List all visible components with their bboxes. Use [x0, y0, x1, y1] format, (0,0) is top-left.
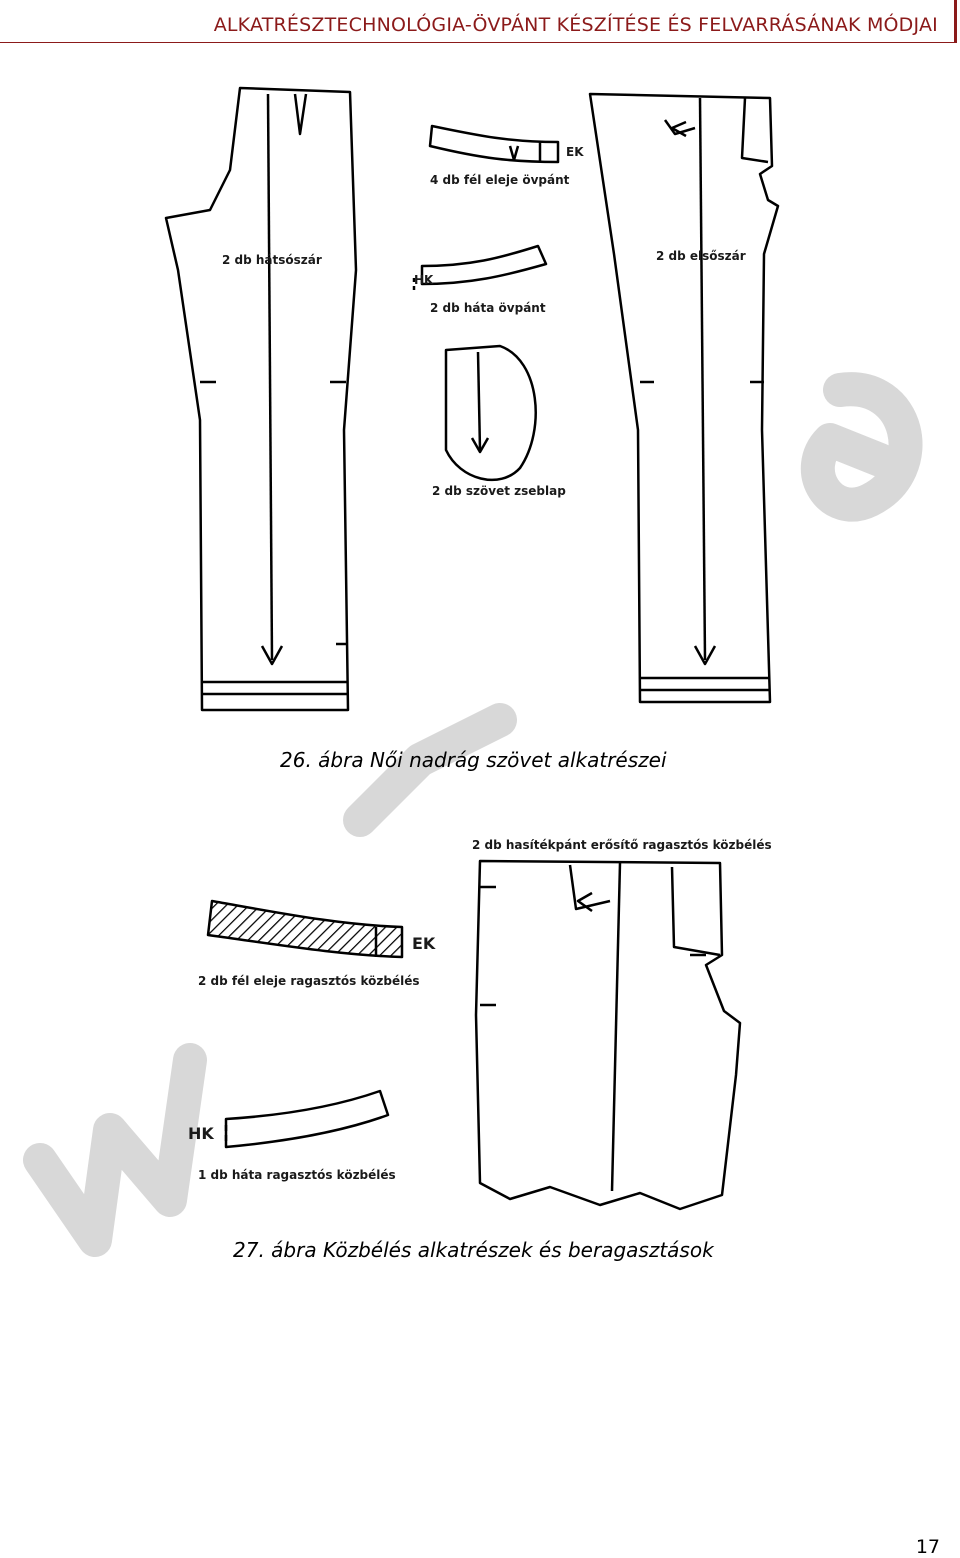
- figure-27: [180, 815, 780, 1225]
- page-number: 17: [915, 1536, 940, 1558]
- caption-figure-26: 26. ábra Női nadrág szövet alkatrészei: [280, 748, 667, 772]
- header-title: ALKATRÉSZTECHNOLÓGIA-ÖVPÁNT KÉSZÍTÉSE ÉS FELVARRÁSÁNAK MÓDJAI: [213, 14, 938, 36]
- label-front-leg: 2 db elsőszár: [656, 249, 746, 263]
- label-ek-27: EK: [412, 934, 436, 953]
- label-back-interlining: 1 db háta ragasztós közbélés: [198, 1168, 396, 1182]
- figure-26: [160, 70, 800, 720]
- back-leg-outline: [166, 88, 356, 710]
- figure-27-drawing: [180, 815, 780, 1225]
- label-front-waistband: 4 db fél eleje övpánt: [430, 173, 570, 187]
- header-rule: [0, 42, 955, 43]
- back-interlining: [226, 1091, 388, 1147]
- label-hk-27: HK: [188, 1124, 214, 1143]
- label-front-interlining: 2 db fél eleje ragasztós közbélés: [198, 974, 420, 988]
- figure-26-drawing: [160, 70, 800, 720]
- label-back-waistband: 2 db háta övpánt: [430, 301, 546, 315]
- page-header: [0, 0, 960, 44]
- front-leg-outline: [590, 94, 778, 702]
- label-pocket-flap: 2 db szövet zseblap: [432, 484, 566, 498]
- front-interlining: [208, 901, 402, 957]
- pocket-flap: [446, 346, 536, 480]
- trouser-front-piece: [476, 861, 740, 1209]
- label-fly-interlining: 2 db hasítékpánt erősítő ragasztós közbélés: [472, 838, 772, 852]
- back-waistband: [422, 246, 546, 284]
- caption-figure-27: 27. ábra Közbélés alkatrészek és beragasztások: [233, 1238, 714, 1262]
- header-tick: [954, 0, 957, 43]
- label-ek: EK: [566, 145, 584, 159]
- label-back-leg: 2 db hátsószár: [222, 253, 322, 267]
- label-hk: HK: [414, 273, 434, 287]
